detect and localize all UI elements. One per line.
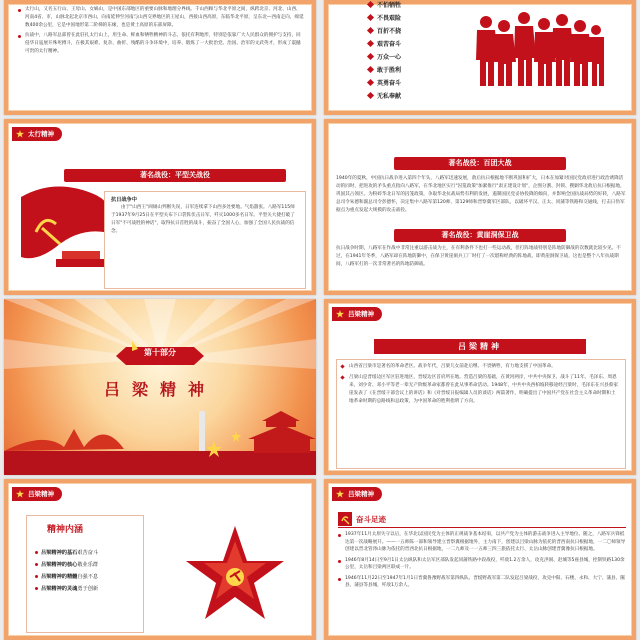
- diamond-bullet-icon: [340, 364, 344, 368]
- connotation-box: [26, 515, 144, 633]
- intro-text: [18, 6, 304, 56]
- part-title: 吕梁精神: [103, 380, 216, 399]
- slide-battles[interactable]: [324, 119, 636, 295]
- slide-taihang-intro[interactable]: [4, 0, 316, 115]
- connotation-item: 吕梁精神的灵魂勇于创新: [35, 583, 143, 595]
- virtue-item: 不畏艰险: [368, 11, 401, 24]
- battle-subtitle: 抗日战争中: [111, 197, 137, 203]
- battle-banner-1: [394, 157, 566, 170]
- section-tag: [332, 307, 382, 321]
- footprint-item: 1946年11月22日至1947年1月1日晋冀鲁豫野战军第四纵队、晋绥野战军第二队发起吕梁战役，攻克中阳、石楼、永和、大宁、蒲县、隰县、蒲县等县城，歼敌1万余人。: [338, 575, 626, 590]
- diamond-bullet-icon: [367, 92, 374, 99]
- footprint-item: 1937年11月太原失守以后，在华北以国民党为主体的正规战争基本结束，以共产党为主体的游击战争进入主导地位。随之，八路军兵锋抵达第一次战略展开。——一五师陈一部和领导建立晋察冀根据地外，主力南下，创建以吕梁山脉为依托的晋西南抗日根据地，一二〇师领导创建以晋北管涔山脉为依托的晋西北抗日根据地，一二九师及一一五师三四三旅依托太行、太岳山脉创建晋冀豫抗日根据地。: [338, 531, 626, 554]
- diamond-bullet-icon: [367, 1, 374, 8]
- virtue-item: 百折不挠: [368, 24, 401, 37]
- battle-banner-2-text: 著名战役：黄崖洞保卫战: [441, 231, 519, 239]
- diamond-bullet-icon: [367, 14, 374, 21]
- intro-paragraph-1-text: 太行山，又名五行山、王母山、女娲山，是中国东部地区的重要山脉和地理分界线。千山西顾与华北平原之间，纵跨北京、河北、山西、河南4省、市，山脉北起北京市西山，向南延伸至河南与山西交界地区的王屋山，西接山西高原，东临华北平原，呈东北—西南走向，绵延数400余公里，它是中国地形第二阶梯的东缘，也是黄土高原的东部屏障。: [25, 7, 304, 28]
- star-icon: [16, 490, 24, 498]
- section-tag-label: 吕梁精神: [28, 490, 54, 498]
- footprints-list: [338, 531, 626, 590]
- connotation-item: 吕梁精神的基石艰苦奋斗: [35, 547, 143, 559]
- section-tag: [332, 487, 382, 501]
- battle-text-box: [104, 191, 306, 289]
- bullet-dot: [18, 9, 21, 12]
- party-emblem-icon: [338, 512, 352, 526]
- soldier-silhouettes-image: [474, 8, 604, 88]
- slide-part-ten-cover[interactable]: [4, 299, 316, 475]
- virtue-list: [368, 0, 401, 102]
- battle-banner-1-text: 著名战役：百团大战: [448, 159, 512, 167]
- section-tag: [12, 127, 62, 141]
- section-tag-label: 吕梁精神: [348, 490, 374, 498]
- connotation-item: 吕梁精神的精髓自强不息: [35, 571, 143, 583]
- slide-spirit-connotation[interactable]: [4, 479, 316, 640]
- virtue-item: 万众一心: [368, 50, 401, 63]
- section-header: [338, 512, 386, 526]
- section-tag-label: 吕梁精神: [348, 310, 374, 318]
- battle-body-text: 由于"山西王"阎锡山判断失误，日军连续拿下山西多处要地。气焰嚣张。八路军115师于1937年9月25日在平型关布下口袋阵伏击日军，歼灭1000多名日军。平型关大捷打破了日军"不可战胜的神话"，取得抗日首胜的战斗，振奋了全国人心，加强了全国人民抗战的信念。: [111, 205, 295, 234]
- virtue-item: 不怕牺牲: [368, 0, 401, 11]
- spirit-paragraph-1: 山西省吕梁市是著名的革命老区。战争年代，吕梁儿女前赴后继、不畏牺牲，有力地支援了中国革命。: [337, 360, 625, 371]
- monument-and-gate-image: [4, 411, 316, 475]
- slide-struggle-footprints[interactable]: [324, 479, 636, 640]
- virtue-item: 无私奉献: [368, 89, 401, 102]
- diamond-bullet-icon: [340, 375, 344, 379]
- star-icon: [336, 310, 344, 318]
- virtue-item: 艰苦奋斗: [368, 37, 401, 50]
- diamond-bullet-icon: [367, 66, 374, 73]
- star-icon: [16, 130, 24, 138]
- battle-banner: [64, 169, 286, 182]
- slide-lvliang-spirit[interactable]: [324, 299, 636, 475]
- section-divider: [338, 527, 626, 528]
- spirit-banner: [374, 339, 586, 354]
- battle-2-text: 抗日战争时期，八路军在作战中非常注重以游击战为主，在有利条件下也打一些运动战，但打阵地战特别是阵地防御战的次数就比较少见。不过，在1941年冬季，八路军却在阵地防御中，在保卫黄崖洞兵工厂时打了一次堪称经典的阵地战，即黄崖洞保卫战，这也是整个八年抗战期间，八路军打的一次非常著名的阵地防御战。: [336, 246, 621, 267]
- spirit-text-box: [336, 359, 626, 469]
- intro-paragraph-2: [18, 32, 304, 56]
- part-number: 第十部分: [144, 348, 176, 357]
- section-header-text: 奋斗足迹: [356, 514, 386, 524]
- battle-1-text: 1940年的夏秋，中国抗日战争进入第四个年头，八路军迅速发展，敌后抗日根据地不断巩固和扩大，日本在加紧对国民党政府进行政治诱降活动的同时，把进攻的矛头重点指向八路军，在华北地区实行"囚笼政策"加紧推行"肃正建设计划"，企图分割、封锁、搜剿华北敌后抗日根据地，巩固其占领区。为粉碎华北日军的囚笼政策，争取华北抗战局势有利的发展，遏制国民党妥协投降的倾向，并影响全国抗战局势的好转，八路军总司令朱德和副总司令彭德怀，决定集中八路军第120师、第129师和晋察冀军区部队，以破坏平汉、正太、同蒲等铁路和交通线，打击日伪军据点为重点发起大规模的攻击战役。: [336, 176, 626, 213]
- slide-pingxingguan[interactable]: [4, 119, 316, 295]
- section-tag-label: 太行精神: [28, 130, 54, 138]
- diamond-bullet-icon: [367, 40, 374, 47]
- intro-paragraph-1: [18, 6, 304, 30]
- virtue-item: 敢于胜利: [368, 63, 401, 76]
- bullet-dot: [18, 35, 21, 38]
- intro-paragraph-2-text: 抗战中，八路军总部曾在此驻扎太行山上，用生命、鲜血和牺牲精神的斗志，依托有利地形，特别是依靠广大人民群众的拥护与支持，同侵华日寇展开殊死搏斗，在极其艰难、复杂、曲折、残酷的斗争环境中，培养、锻炼了一大批治党、治国、治军的文武英才，形成了震撼可贵的太行精神。: [25, 33, 301, 54]
- footprint-item: 1946年8月14日至9月1日太岳纵队和太岳军区部队发起同蒲铁路中段战役，歼敌1.2万余人，攻克洪洞、赵城等5座县城，控制铁路130余公里，太岳和吕梁两区联成一片。: [338, 557, 626, 572]
- virtue-item: 英勇奋斗: [368, 76, 401, 89]
- diamond-bullet-icon: [367, 53, 374, 60]
- diamond-bullet-icon: [367, 27, 374, 34]
- star-icon: [336, 490, 344, 498]
- connotation-item: 吕梁精神的核心敬业乐群: [35, 559, 143, 571]
- connotation-list: [35, 547, 143, 595]
- connotation-title: 精神内涵: [47, 525, 84, 535]
- slide-virtues[interactable]: [324, 0, 636, 115]
- battle-banner-text: 著名战役：平型关战役: [140, 171, 210, 179]
- section-tag: [12, 487, 62, 501]
- diamond-bullet-icon: [367, 79, 374, 86]
- spirit-paragraph-2: 吕梁山是晋绥边区军区驻进地区，晋绥边区首府所在地。营造吕梁的基础，在黄河两岸，中共中央保卫、战斗了11年。毛泽东、周恩来、刘少奇、邓小平等老一辈无产阶级革命家都曾在此从事革命活动。1948年，中共中央西柏坡转移途经吕梁时，毛泽东在兴县蔡家崖发表了《在晋绥干部会议上的讲话》和《对晋绥日报编辑人员的谈话》两篇著作，明确提出了中国共产党在社会主义革命时期和土地革命时期的总路线和总政策，为中国革命的胜利指明了方向。: [337, 371, 625, 406]
- battle-banner-2: [394, 229, 566, 242]
- spirit-banner-text: 吕梁精神: [458, 342, 502, 351]
- star-emblem-image: [180, 521, 290, 631]
